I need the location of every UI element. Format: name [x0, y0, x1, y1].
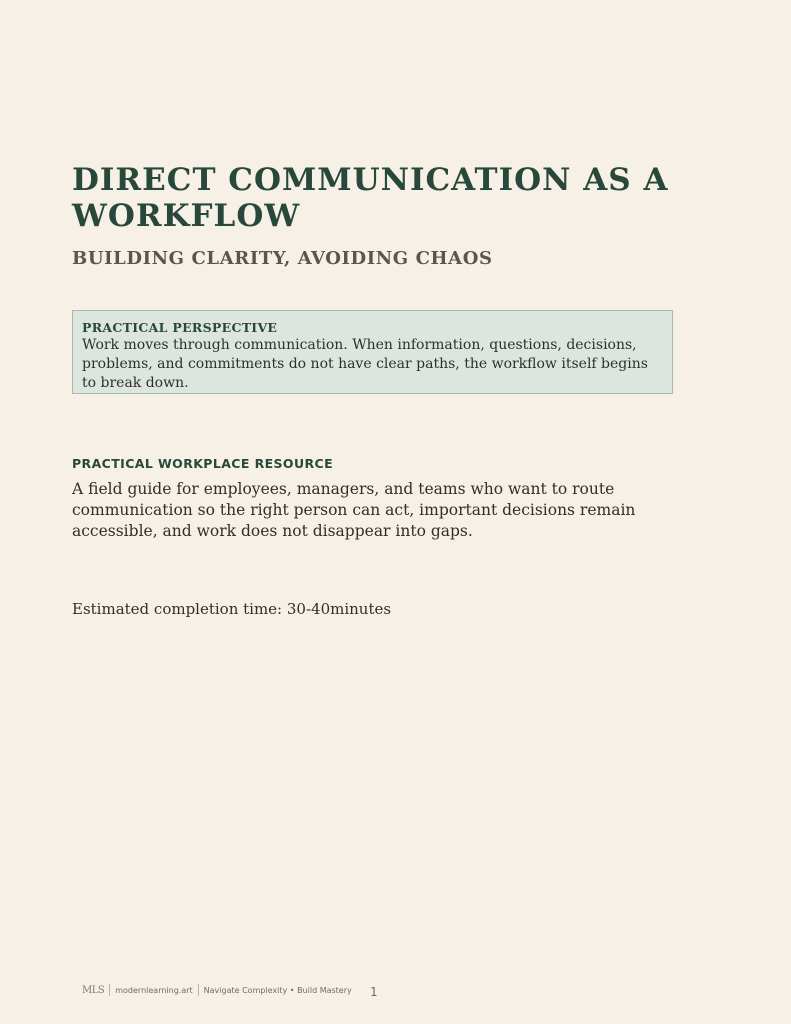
footer-divider [109, 984, 110, 996]
footer-tagline: Navigate Complexity • Build Mastery [203, 985, 352, 995]
document-page [72, 0, 672, 1024]
resource-label: PRACTICAL WORKPLACE RESOURCE [72, 456, 334, 471]
resource-description: A field guide for employees, managers, and teams who want to route communication so the right person can act, important decisions remain accessible, and work does not disappear into gaps. [72, 480, 636, 540]
practical-perspective-callout [72, 310, 673, 394]
mls-logo: MLS [82, 984, 105, 996]
footer-divider [198, 984, 199, 996]
callout-heading: PRACTICAL PERSPECTIVE [82, 320, 278, 335]
page-footer [82, 982, 352, 998]
document-subtitle: BUILDING CLARITY, AVOIDING CHAOS [72, 248, 493, 269]
footer-site: modernlearning.art [115, 985, 193, 995]
callout-body: Work moves through communication. When information, questions, decisions, problems, and commitments do not have clear paths, the workflow itself begins to break down. [82, 337, 648, 391]
document-title: DIRECT COMMUNICATION AS A WORKFLOW [72, 162, 669, 234]
page-number: 1 [370, 985, 378, 999]
estimated-completion-time: Estimated completion time: 30-40minutes [72, 600, 392, 618]
